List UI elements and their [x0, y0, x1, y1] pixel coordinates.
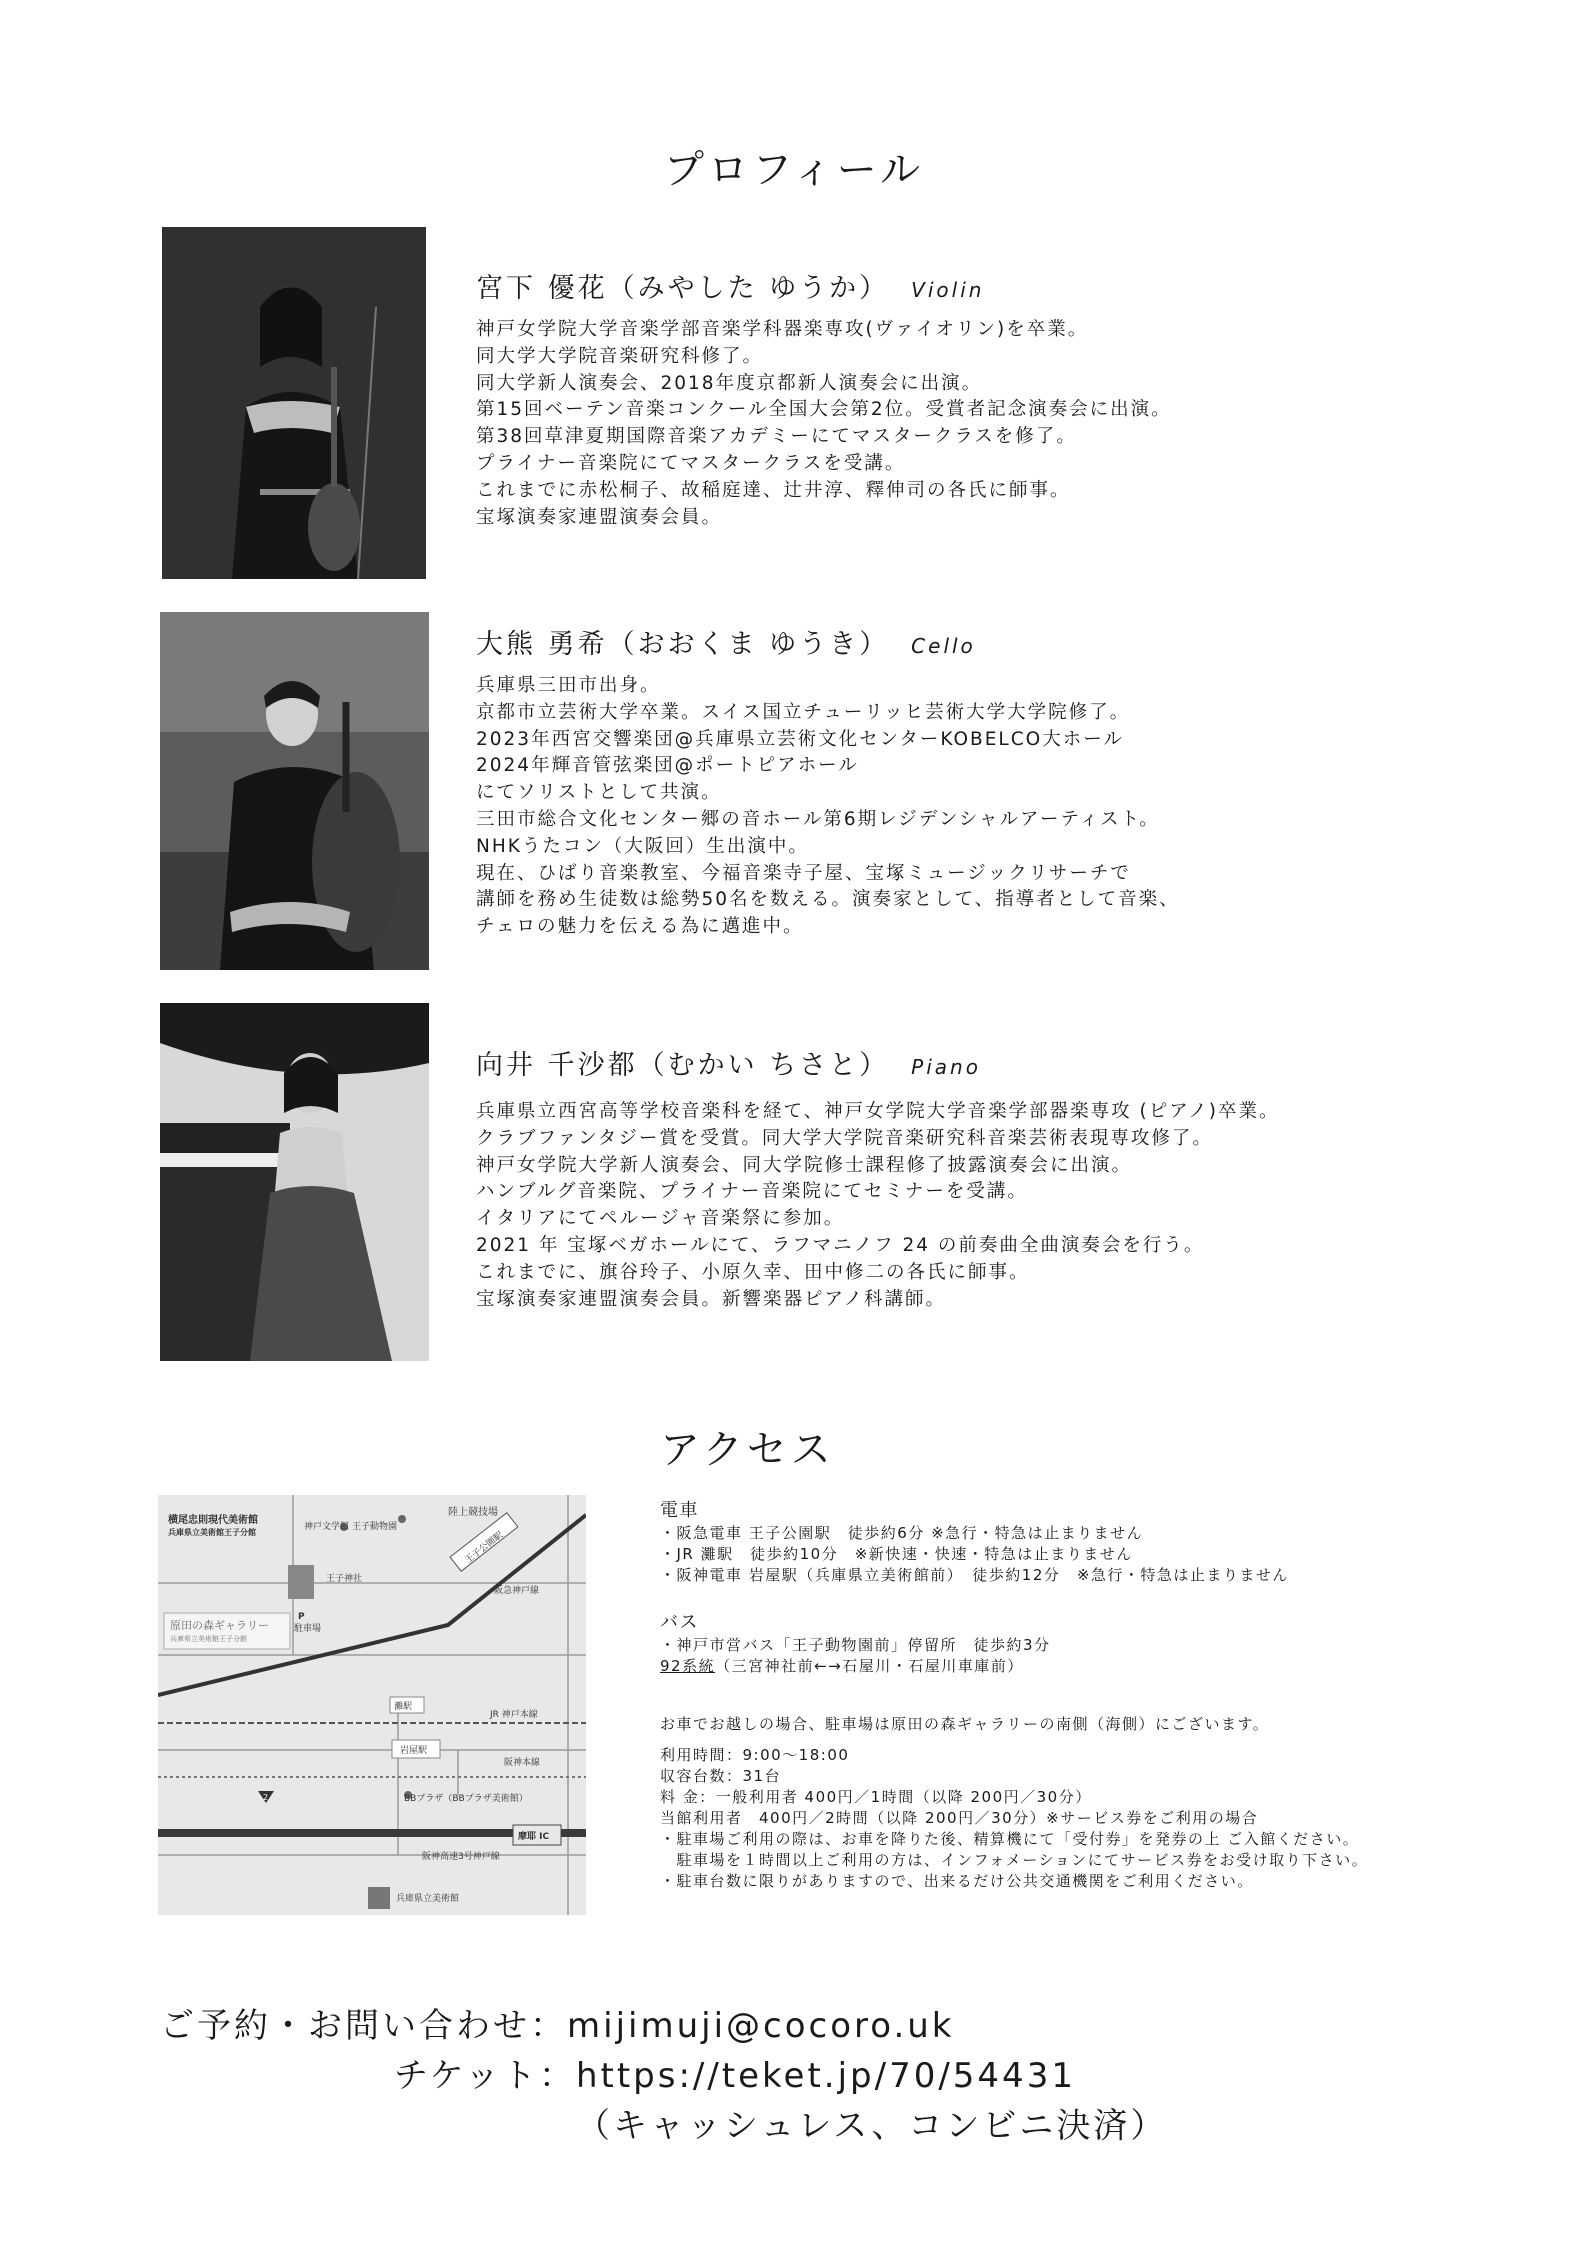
- parking-line: 当館利用者 400円／2時間（以降 200円／30分）※サービス券をご利用の場合: [660, 1809, 1259, 1827]
- bus-route: [660, 1656, 1051, 1677]
- map-label-hanshin-line: 阪神本線: [504, 1758, 541, 1768]
- violinist-name: [476, 266, 984, 305]
- bio-line: 2021 年 宝塚ベガホールにて、ラフマニノフ 24 の前奏曲全曲演奏会を行う。: [476, 1234, 1205, 1256]
- bio-line: 宝塚演奏家連盟演奏会員。新響楽器ピアノ科講師。: [476, 1288, 947, 1310]
- bus-heading: バス: [660, 1612, 699, 1633]
- map-label-p-mark: P: [298, 1612, 305, 1622]
- access-title: アクセス: [660, 1427, 835, 1473]
- violinist-photo: [162, 227, 426, 579]
- map-label-iwaya: 岩屋駅: [400, 1746, 428, 1756]
- bus-line: ・神戸市営バス「王子動物園前」停留所 徒歩約3分: [660, 1636, 1051, 1654]
- bio-line: これまでに赤松桐子、故稲庭達、辻井淳、釋伸司の各氏に師事。: [476, 479, 1071, 501]
- pianist-photo: [160, 1003, 429, 1361]
- map-label-yokoo: 横尾忠則現代美術館: [168, 1515, 258, 1526]
- bio-line: 兵庫県三田市出身。: [476, 675, 661, 696]
- bio-line: これまでに、旗谷玲子、小原久幸、田中修二の各氏に師事。: [476, 1261, 1030, 1283]
- map-label-harada: 原田の森ギャラリー: [170, 1619, 269, 1632]
- train-heading: 電車: [660, 1500, 699, 1521]
- bio-line: 同大学大学院音楽研究科修了。: [476, 345, 764, 367]
- bio-line: 神戸女学院大学新人演奏会、同大学院修士課程修了披露演奏会に出演。: [476, 1154, 1133, 1176]
- violinist-bio: [476, 317, 1172, 531]
- parking-info: [660, 1745, 1368, 1892]
- parking-line: 料 金：一般利用者 400円／1時間（以降 200円／30分）: [660, 1788, 1092, 1806]
- member-name: 大熊 勇希（おおくま ゆうき）: [476, 629, 890, 660]
- member-instrument: Violin: [911, 278, 985, 302]
- map-label-route2: 2: [263, 1793, 269, 1802]
- pianist-bio: [476, 1099, 1279, 1313]
- map-label-parking: 駐車場: [294, 1624, 322, 1634]
- member-name: 向井 千沙都（むかい ちさと）: [476, 1050, 890, 1081]
- bio-line: クラブファンタジー賞を受賞。同大学大学院音楽研究科音楽芸術表現専攻修了。: [476, 1127, 1213, 1149]
- map-label-oji-zoo: 王子動物園: [352, 1522, 398, 1532]
- map-label-jr-line: JR 神戸本線: [490, 1710, 538, 1720]
- map-label-kobe-bungakukan: 神戸文学館: [304, 1522, 350, 1532]
- train-info: [660, 1500, 1289, 1586]
- cellist-name: [476, 622, 976, 661]
- reservation-contact: ご予約・お問い合わせ：mijimuji@cocoro.uk: [160, 2006, 955, 2046]
- bio-line: プライナー音楽院にてマスタークラスを受講。: [476, 452, 906, 474]
- bus-info: [660, 1612, 1051, 1677]
- map-label-yokoo-sub: 兵庫県立美術館王子分館: [168, 1528, 256, 1537]
- cellist-photo: [160, 612, 429, 970]
- ticket-url: チケット：https://teket.jp/70/54431: [394, 2056, 1076, 2096]
- bio-line: 第15回ベーテン音楽コンクール全国大会第2位。受賞者記念演奏会に出演。: [476, 399, 1172, 421]
- map-label-hankyu-line: 阪急神戸線: [494, 1586, 540, 1596]
- cellist-bio: [476, 673, 1180, 941]
- bio-line: ハンブルグ音楽院、プライナー音楽院にてセミナーを受講。: [476, 1181, 1028, 1203]
- map-label-harada-sub: 兵庫県立美術館王子分館: [170, 1635, 247, 1643]
- access-map: [158, 1495, 586, 1915]
- bus-route-desc: （三宮神社前←→石屋川・石屋川車庫前）: [715, 1657, 1024, 1675]
- map-label-museum: 兵庫県立美術館: [396, 1894, 460, 1904]
- map-label-oji-koen: 王子公園駅: [463, 1530, 506, 1566]
- train-line: ・JR 灘駅 徒歩約10分 ※新快速・快速・特急は止まりません: [660, 1545, 1133, 1563]
- parking-line: 駐車場を１時間以上ご利用の方は、インフォメーションにてサービス券をお受け取り下さい。: [660, 1851, 1369, 1869]
- map-label-maya-ic: 摩耶 IC: [518, 1832, 550, 1842]
- car-intro: お車でお越しの場合、駐車場は原田の森ギャラリーの南側（海側）にございます。: [660, 1715, 1270, 1733]
- member-name: 宮下 優花（みやした ゆうか）: [476, 273, 890, 304]
- map-label-nada: 灘駅: [394, 1702, 413, 1712]
- bio-line: 2024年輝音管弦楽団@ポートピアホール: [476, 755, 859, 777]
- bio-line: イタリアにてペルージャ音楽祭に参加。: [476, 1208, 845, 1230]
- map-label-expressway: 阪神高速3号神戸線: [422, 1852, 500, 1862]
- parking-line: ・駐車場ご利用の際は、お車を降りた後、精算機にて「受付券」を発券の上 ご入館ください。: [660, 1830, 1360, 1848]
- bio-line: 三田市総合文化センター郷の音ホール第6期レジデンシャルアーティスト。: [476, 808, 1160, 830]
- bio-line: 京都市立芸術大学卒業。スイス国立チューリッヒ芸術大学大学院修了。: [476, 701, 1131, 723]
- bio-line: 神戸女学院大学音楽学部音楽学科器楽専攻(ヴァイオリン)を卒業。: [476, 319, 1089, 340]
- bio-line: 第38回草津夏期国際音楽アカデミーにてマスタークラスを修了。: [476, 426, 1077, 448]
- train-line: ・阪急電車 王子公園駅 徒歩約6分 ※急行・特急は止まりません: [660, 1524, 1144, 1542]
- bio-line: チェロの魅力を伝える為に邁進中。: [476, 916, 804, 938]
- map-label-bb-plaza: BBプラザ（BBプラザ美術館）: [404, 1794, 528, 1804]
- member-instrument: Piano: [911, 1055, 981, 1079]
- parking-line: 利用時間：9:00〜18:00: [660, 1746, 850, 1764]
- bio-line: 2023年西宮交響楽団@兵庫県立芸術文化センターKOBELCO大ホール: [476, 728, 1124, 750]
- train-line: ・阪神電車 岩屋駅（兵庫県立美術館前） 徒歩約12分 ※急行・特急は止まりません: [660, 1566, 1289, 1584]
- parking-line: 収容台数：31台: [660, 1767, 782, 1785]
- profile-title: プロフィール: [664, 147, 924, 193]
- bio-line: 兵庫県立西宮高等学校音楽科を経て、神戸女学院大学音楽学部器楽専攻 (ピアノ)卒業。: [476, 1101, 1280, 1122]
- bio-line: 講師を務め生徒数は総勢50名を数える。演奏家として、指導者として音楽、: [476, 889, 1180, 911]
- bio-line: 同大学新人演奏会、2018年度京都新人演奏会に出演。: [476, 372, 983, 394]
- member-instrument: Cello: [911, 634, 976, 658]
- map-label-rikujo: 陸上競技場: [448, 1507, 498, 1518]
- bio-line: 宝塚演奏家連盟演奏会員。: [476, 506, 723, 528]
- bio-line: にてソリストとして共演。: [476, 782, 722, 804]
- pianist-name: [476, 1043, 981, 1082]
- bio-line: 現在、ひばり音楽教室、今福音楽寺子屋、宝塚ミュージックリサーチで: [476, 862, 1131, 884]
- parking-line: ・駐車台数に限りがありますので、出来るだけ公共交通機関をご利用ください。: [660, 1872, 1254, 1890]
- bus-route-number: 92系統: [660, 1657, 716, 1675]
- map-label-oji-jinja: 王子神社: [326, 1574, 363, 1584]
- payment-methods: （キャッシュレス、コンビニ決済）: [576, 2106, 1168, 2146]
- bio-line: NHKうたコン（大阪回）生出演中。: [476, 835, 809, 857]
